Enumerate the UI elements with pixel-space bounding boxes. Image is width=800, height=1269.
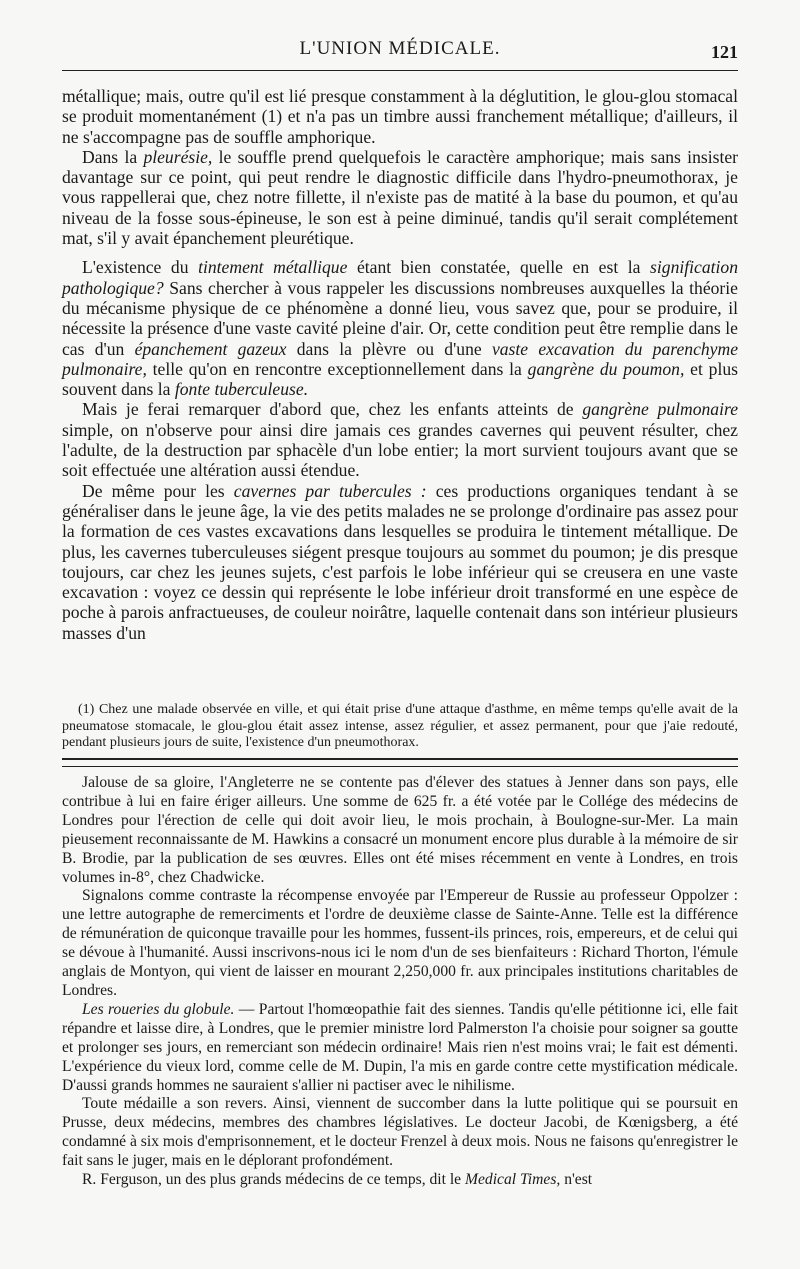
text-run: telle qu'on en rencontre exceptionnellement dans la (146, 358, 528, 379)
footnote-text: (1) Chez une malade observée en ville, et qui était prise d'une attaque d'asthme, en même temps qu'elle avait de la pneumatose stomacale, le glou-glou était assez intense, assez régulier, et assez permanent, pour que j'aie redouté, pendant plusieurs jours de suite, l'existence d'un pneumothorax. (62, 702, 738, 750)
footnote (62, 702, 738, 752)
text-run: Dans la (82, 146, 144, 167)
text-run: L'existence du (82, 257, 199, 278)
text-run: ces productions organiques tendant à se généraliser dans le jeune âge, la vie des petits malades ne se prolonge d'ordinaire pas assez pour la formation de ces vastes excavations dans lesquelles se produira le tintement métallique. De plus, les cavernes tuberculeuses siégent presque toujours au sommet du poumon; je dis presque toujours, car chez les jeunes sujets, c'est parfois le lobe inférieur qui se creusera en une vaste excavation : voyez ce dessin qui représente le lobe inférieur droit transformé en une espèce de poche à parois anfractueuses, de couleur noirâtre, laquelle contenait dans son intérieur plusieurs masses d'un (62, 480, 738, 643)
text-run: le souffle prend quelquefois le caractère amphorique; mais sans insister davantage sur ce point, qui peut rendre le diagnostic difficile dans l'hydro-pneumothorax, je vous rappellerai que, chez notre fillette, il n'existe pas de matité à la base du poumon, et qu'au niveau de la fosse sous-épineuse, le son est à peine diminué, tandis qu'il serait complétement mat, s'il y avait épanchement pleurétique. (62, 146, 738, 249)
italic-run: Medical Times, (465, 1171, 561, 1189)
text-run: Toute médaille a son revers. Ainsi, viennent de succomber dans la lutte politique qui se poursuit en Prusse, deux médecins, membres des chambres législatives. Le docteur Jacobi, de Kœnigsberg, a été condamné à six mois d'emprisonnement, et le docteur Frenzel à deux mois. Nous ne faisons qu'enregistrer le fait sans le juger, mais en le déplorant profondément. (62, 1095, 738, 1170)
page-number: 121 (711, 42, 738, 62)
header-rule (62, 70, 738, 71)
text-run: métallique; mais, outre qu'il est lié presque constamment à la déglutition, le glou-glou stomacal se produit momentanément (1) et n'a pas un timbre aussi franchement métallique; d'ailleurs, il ne s'accompagne pas de souffle amphorique. (62, 86, 738, 147)
text-run: — Partout l'homœopathie fait des siennes. Tandis qu'elle pétitionne ici, elle fait répandre et laisse dire, à Londres, que le premier ministre lord Palmerston l'a choisie pour soigner sa goutte et prolonger ses jours, en remerciant son médecin ordinaire! Mais rien n'est moins vrai; le fait est démenti. L'expérience du vieux lord, comme celle de M. Dupin, l'a mis en garde contre cette mystification médicale. D'aussi grands hommes ne sauraient s'allier ni pactiser avec le nihilisme. (62, 1000, 738, 1094)
italic-run: gangrène pulmonaire (582, 399, 738, 420)
paragraph (62, 399, 738, 480)
section-divider (62, 758, 738, 767)
italic-run: signification pathologique? (62, 257, 738, 298)
paragraph (62, 86, 738, 147)
paragraph (62, 481, 738, 643)
text-run: Jalouse de sa gloire, l'Angleterre ne se contente pas d'élever des statues à Jenner dans son pays, elle contribue à lui en faire ériger ailleurs. Une somme de 625 fr. a été votée par le Collége des médecins de Londres pour l'érection de celle qui doit avoir lieu, le mois prochain, à Boulogne-sur-Mer. La main pieusement reconnaissante de M. Hawkins a consacré un monument encore plus durable à la mémoire de sir B. Brodie, par la publication de ses œuvres. Elles ont été mises récemment en vente à Londres, en trois volumes in-8°, chez Chadwicke. (62, 774, 738, 886)
italic-run: pleurésie, (143, 146, 213, 167)
news-paragraph (62, 774, 738, 887)
news-paragraph (62, 1171, 738, 1190)
text-run: étant bien constatée, quelle en est la (347, 257, 651, 278)
news-section (62, 774, 738, 1190)
paragraph (62, 257, 738, 399)
text-run: dans la plèvre ou d'une (286, 338, 492, 359)
news-paragraph (62, 1001, 738, 1096)
italic-run: épanchement gazeux (134, 338, 287, 359)
page-header (62, 38, 738, 74)
text-run: Signalons comme contraste la récompense envoyée par l'Empereur de Russie au professeur Oppolzer : une lettre autographe de remerciments et l'ordre de deuxième classe de Sainte-Anne. Telle est la différence de rémunération de quiconque travaille pour les hommes, fussent-ils princes, rois, empereurs, et de celui qui se dévoue à l'humanité. Aussi inscrivons-nous ici le nom d'un de ses bienfaiteurs : Richard Thorton, l'émule anglais de Montyon, qui vient de laisser en mourant 2,250,000 fr. aux principales institutions charitables de Londres. (62, 887, 738, 999)
italic-run: cavernes par tubercules : (233, 480, 427, 501)
news-paragraph (62, 887, 738, 1000)
text-run: De même pour les (82, 480, 234, 501)
paragraph (62, 147, 738, 248)
italic-run: vaste excavation du parenchyme pulmonaire, (62, 338, 739, 379)
running-title: L'UNION MÉDICALE. (299, 38, 501, 59)
text-run: et plus souvent dans la (62, 358, 738, 400)
text-run: R. Ferguson, un des plus grands médecins de ce temps, dit le (82, 1171, 465, 1189)
text-run: n'est (560, 1171, 593, 1189)
text-run: simple, on n'observe pour ainsi dire jamais ces grandes cavernes qui peuvent résulter, chez l'adulte, de la destruction par sphacèle d'un lobe entier; la mort survient toujours avant que se soit effectuée une altération aussi étendue. (62, 419, 738, 481)
text-run: Sans chercher à vous rappeler les discussions nombreuses auxquelles la théorie du mécanisme physique de ce phénomène a donné lieu, vous savez que, pour se produire, il nécessite la présence d'une vaste cavité pleine d'air. Or, cette condition peut être remplie dans le cas d'un (62, 277, 738, 359)
italic-run: fonte tuberculeuse. (174, 379, 309, 400)
italic-run: gangrène du poumon, (527, 358, 685, 379)
text-run: Mais je ferai remarquer d'abord que, chez les enfants atteints de (82, 399, 583, 420)
main-article (62, 86, 738, 643)
italic-run: Les roueries du globule. (82, 1000, 235, 1018)
news-paragraph (62, 1095, 738, 1171)
italic-run: tintement métallique (198, 257, 348, 278)
